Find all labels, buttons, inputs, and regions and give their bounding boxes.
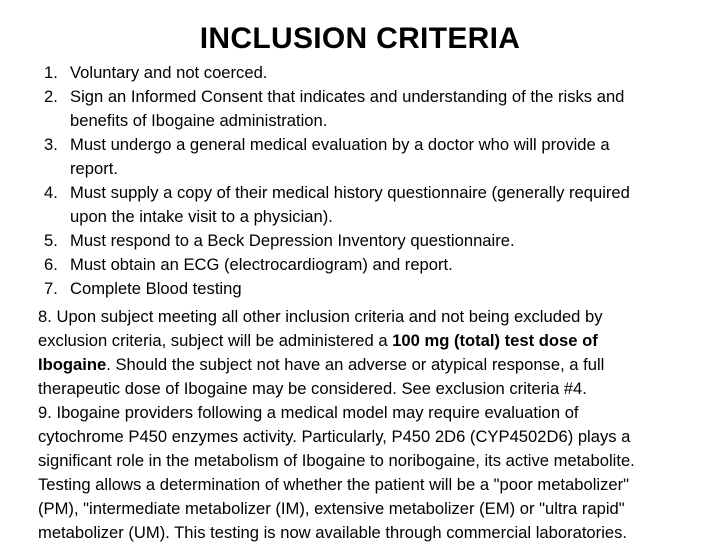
list-item xyxy=(44,61,694,85)
item-text: Voluntary and not coerced. xyxy=(70,63,268,82)
paragraph-line xyxy=(38,305,692,329)
paragraph-line: metabolizer (UM). This testing is now available through commercial laboratories. xyxy=(38,523,628,542)
paragraph-line xyxy=(38,353,692,377)
list-item xyxy=(44,133,694,181)
paragraph-text: Upon subject meeting all other inclusion criteria and not being excluded by xyxy=(56,307,603,326)
item-number: 3. xyxy=(44,135,58,154)
paragraph-line: cytochrome P450 enzymes activity. Particularly, P450 2D6 (CYP4502D6) plays a xyxy=(38,427,631,446)
item-number: 6. xyxy=(44,255,58,274)
list-item xyxy=(44,229,694,253)
item-number: 5. xyxy=(44,231,58,250)
paragraph-line xyxy=(38,401,692,425)
item-number: 7. xyxy=(44,279,58,298)
item-text: Must respond to a Beck Depression Inventory questionnaire. xyxy=(70,231,515,250)
paragraph-line xyxy=(38,329,692,353)
paragraph-line: Testing allows a determination of whether the patient will be a "poor metabolizer" xyxy=(38,475,630,494)
item-text-continued: report. xyxy=(70,159,118,178)
paragraph-8 xyxy=(38,305,692,401)
list-item xyxy=(44,253,694,277)
item-text: Complete Blood testing xyxy=(70,279,242,298)
item-text: Must supply a copy of their medical history questionnaire (generally required xyxy=(70,183,630,202)
paragraph-text: . Should the subject not have an adverse or atypical response, a full xyxy=(106,355,605,374)
drug-emphasis: Ibogaine xyxy=(38,355,107,374)
list-item xyxy=(44,181,694,229)
item-text: Sign an Informed Consent that indicates and understanding of the risks and xyxy=(70,87,625,106)
item-text: Must undergo a general medical evaluation by a doctor who will provide a xyxy=(70,135,610,154)
page-title: INCLUSION CRITERIA xyxy=(199,22,521,55)
item-number: 2. xyxy=(44,87,58,106)
item-text: Must obtain an ECG (electrocardiogram) and report. xyxy=(70,255,453,274)
list-item xyxy=(44,277,694,301)
dose-emphasis: 100 mg (total) test dose of xyxy=(392,331,598,350)
paragraph-9 xyxy=(38,401,692,545)
paragraph-text: Ibogaine providers following a medical model may require evaluation of xyxy=(56,403,579,422)
paragraph-line: (PM), "intermediate metabolizer (IM), extensive metabolizer (EM) or "ultra rapid" xyxy=(38,499,625,518)
paragraph-text: exclusion criteria, subject will be administered a xyxy=(38,331,393,350)
item-text-continued: upon the intake visit to a physician). xyxy=(70,207,333,226)
item-number: 1. xyxy=(44,63,58,82)
criteria-list xyxy=(44,61,694,301)
paragraph-number: 8. xyxy=(38,307,52,326)
paragraph-number: 9. xyxy=(38,403,52,422)
item-number: 4. xyxy=(44,183,58,202)
paragraph-line: therapeutic dose of Ibogaine may be considered. See exclusion criteria #4. xyxy=(38,379,587,398)
paragraph-line: significant role in the metabolism of Ibogaine to noribogaine, its active metabolite. xyxy=(38,451,635,470)
item-text-continued: benefits of Ibogaine administration. xyxy=(70,111,328,130)
list-item xyxy=(44,85,694,133)
